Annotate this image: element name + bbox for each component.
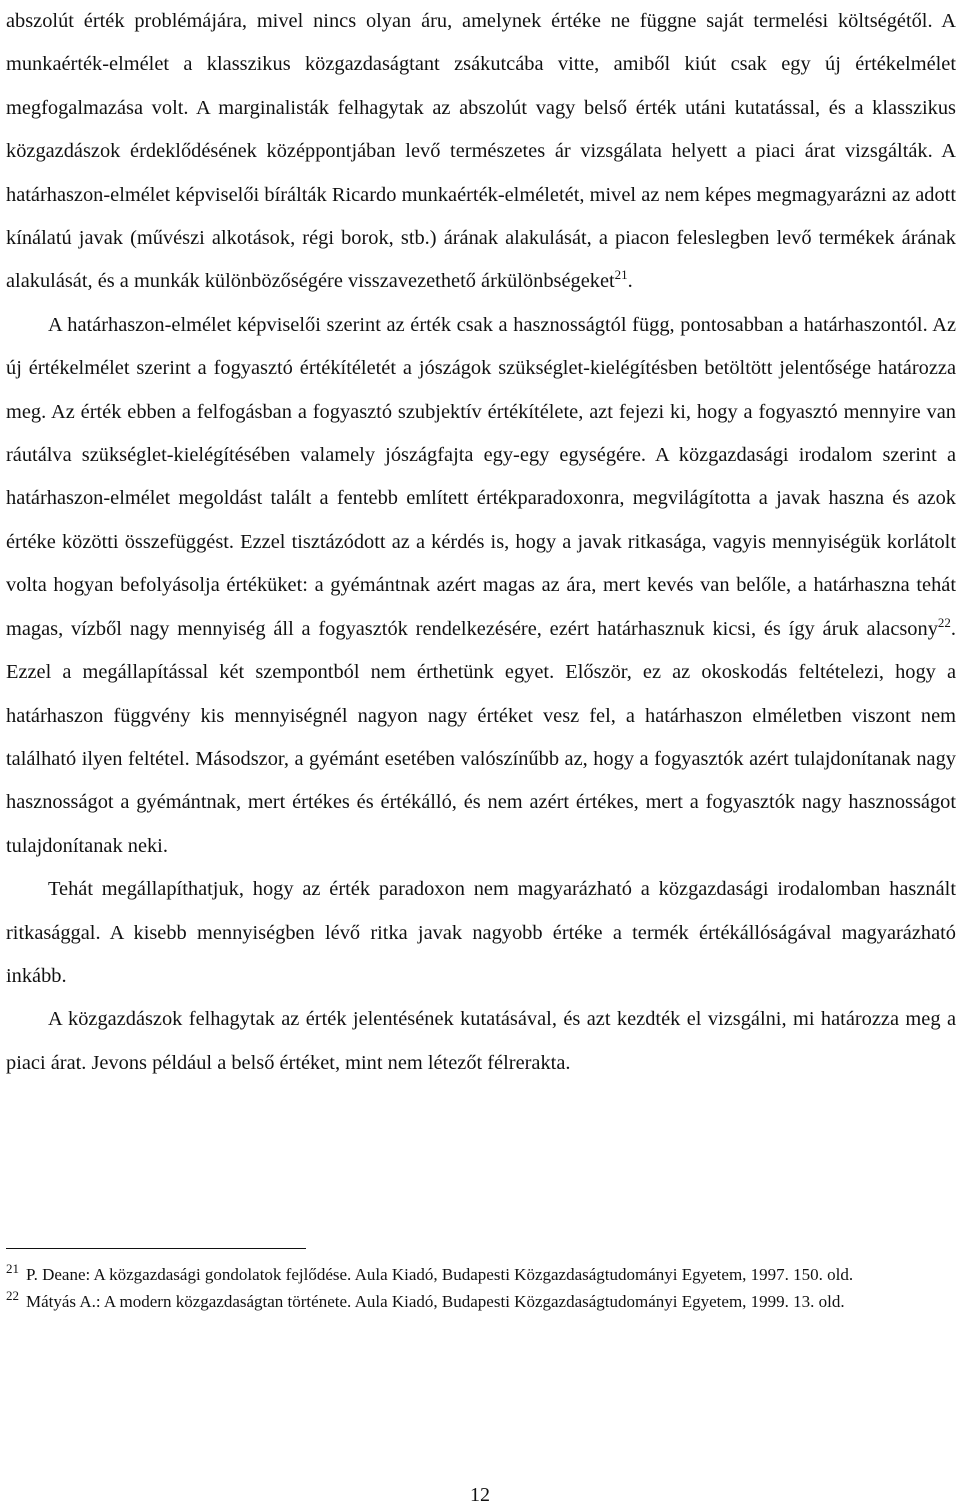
footnote-mark: 21 bbox=[6, 1261, 19, 1276]
page-number: 12 bbox=[470, 1484, 490, 1506]
footnote-22 bbox=[6, 1289, 956, 1314]
footnote-21 bbox=[6, 1262, 956, 1287]
footnote-ref: 21 bbox=[614, 267, 628, 283]
page-body bbox=[6, 0, 956, 1085]
paragraph-text: abszolút érték problémájára, mivel nincs olyan áru, amelynek értéke ne függne saját termelési költségétől. A munkaérték-elmélet a klasszikus közgazdaságtant zsákutcába vitte, amiből kiút csak egy új értékelmélet megfogalmazása volt. A marginalisták felhagytak az abszolút vagy belső érték utáni kutatással, és a klasszikus közgazdászok érdeklődésének középpontjában levő természetes ár vizsgálata helyett a piaci árat vizsgálták. A határhaszon-elmélet képviselői bírálták Ricardo munkaérték-elméletét, mivel az nem képes megmagyarázni az adott kínálatú javak (művészi alkotások, régi borok, stb.) árának alakulását, a piacon feleslegben levő termékek árának alakulását, és a munkák különbözőségére visszavezethető árkülönbségeket bbox=[6, 10, 956, 293]
body-text bbox=[6, 0, 956, 1085]
paragraph-text: Tehát megállapíthatjuk, hogy az érték paradoxon nem magyarázható a közgazdasági irodalomban használt ritkasággal. A kisebb mennyiségben lévő ritka javak nagyobb értéke a termék értékállóságával magyarázható inkább. bbox=[6, 878, 956, 987]
footnote-mark: 22 bbox=[6, 1288, 19, 1303]
paragraph-3 bbox=[6, 868, 956, 998]
footnote-ref: 22 bbox=[937, 614, 951, 630]
footnote-text: Mátyás A.: A modern közgazdaságtan története. Aula Kiadó, Budapesti Közgazdaságtudományi Egyetem, 1999. 13. old. bbox=[26, 1292, 845, 1311]
paragraph-text: . Ezzel a megállapítással két szempontból nem érthetünk egyet. Először, ez az okoskodás feltételezi, hogy a határhaszon függvény kis mennyiségnél nagyon nagy értéket vesz fel, a határhaszon elméletben viszont nem található ilyen feltétel. Másodszor, a gyémánt esetében valószínűbb az, hogy a fogyasztók azért tulajdonítanak nagy hasznosságot a gyémántnak, mert értékes és értékálló, és nem azért értékes, mert a fogyasztók nagy hasznosságot tulajdonítanak neki. bbox=[6, 617, 956, 857]
paragraph-text: A közgazdászok felhagytak az érték jelentésének kutatásával, és azt kezdték el vizsgálni, mi határozza meg a piaci árat. Jevons például a belső értéket, mint nem létezőt félrerakta. bbox=[6, 1008, 956, 1074]
paragraph-2 bbox=[6, 304, 956, 868]
footnotes bbox=[6, 1262, 956, 1316]
paragraph-4 bbox=[6, 998, 956, 1085]
paragraph-text: A határhaszon-elmélet képviselői szerint az érték csak a hasznosságtól függ, pontosabban a határhaszontól. Az új értékelmélet szerint a fogyasztó értékítéletét a jószágok szükséglet-kielégítésben betöltött jelentősége határozza meg. Az érték ebben a felfogásban a fogyasztó szubjektív értékítélete, azt fejezi ki, hogy a fogyasztó mennyire van ráutálva szükséglet-kielégítésében valamely jószágfajta egy-egy egységére. A közgazdasági irodalom szerint a határhaszon-elmélet megoldást talált a fentebb említett értékparadoxonra, megvilágította a javak haszna és azok értéke közötti összefüggést. Ezzel tisztázódott az a kérdés is, hogy a javak ritkasága, vagyis mennyiségük korlátolt volta hogyan befolyásolja értéküket: a gyémántnak azért magas az ára, mert kevés van belőle, a határhaszna tehát magas, vízből nagy mennyiség áll a fogyasztók rendelkezésére, ezért határhasznuk kicsi, és így áruk alacsony bbox=[6, 313, 956, 640]
footnote-divider bbox=[6, 1248, 306, 1249]
footnote-text: P. Deane: A közgazdasági gondolatok fejlődése. Aula Kiadó, Budapesti Közgazdaságtudományi Egyetem, 1997. 150. old. bbox=[26, 1265, 854, 1284]
paragraph-text: . bbox=[627, 270, 633, 293]
paragraph-1 bbox=[6, 0, 956, 304]
